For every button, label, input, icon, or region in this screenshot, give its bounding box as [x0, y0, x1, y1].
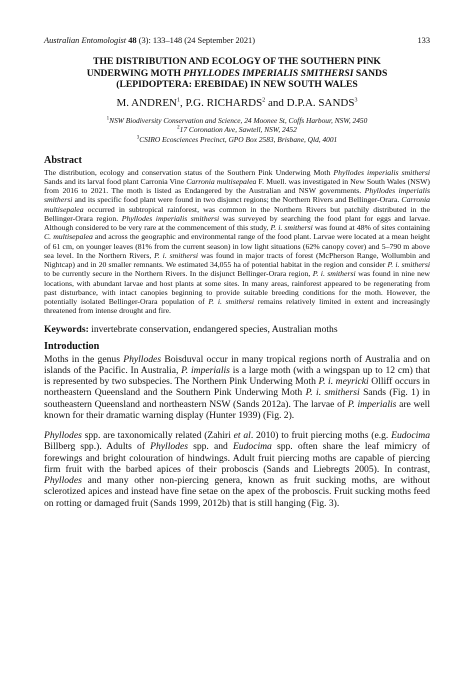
text-run: The distribution, ecology and conservation status of the Southern Pink Underwing Moth: [44, 167, 334, 177]
italic-term: Carronia multisepalea: [186, 176, 257, 186]
journal-name: Australian Entomologist: [44, 36, 127, 45]
text-run: F. Muell. was investigated in New South Wales (NSW) from 2016 to 2021. The moth is listed as Endangered by the Australian and NSW governments.: [44, 176, 430, 196]
text-run: was found at 48% of sites containing: [312, 223, 430, 233]
italic-term: Phyllodes imperialis smithersi: [44, 186, 430, 205]
title-line-3: (LEPIDOPTERA: EREBIDAE) IN NEW SOUTH WALES: [116, 79, 358, 91]
italic-term: P. imperialis: [347, 398, 397, 410]
text-run: to be currently secure in the Northern Rivers. In the disjunct Bellinger-Orara region,: [44, 269, 313, 279]
text-run: Moths in the genus: [44, 353, 124, 365]
author-name: D.P.A. SANDS: [286, 96, 355, 109]
italic-term: Carronia multisepalea: [44, 195, 430, 214]
text-run: Billberg spp.). Adults of: [44, 441, 151, 453]
text-run: Sands and its larval food plant Carronia Vine: [44, 176, 187, 186]
author-name: M. ANDREN: [116, 96, 178, 109]
running-header: [44, 36, 430, 46]
title-line-1: THE DISTRIBUTION AND ECOLOGY OF THE SOUTHERN PINK: [93, 56, 381, 67]
text-run: and across the geographic and environmental range of the food plant. Larvae were located at a mean height of 61 cm, on younger leaves (81% from the current season) in low light situations (62% canopy cover) and 5–790 m above sea level. In the Northern Rivers,: [44, 232, 431, 260]
introduction-body: [44, 354, 430, 509]
affiliations: [44, 116, 430, 145]
author-separator: ,: [180, 96, 186, 109]
journal-citation: [44, 36, 255, 46]
page-number: 133: [417, 36, 430, 45]
italic-term: Eudocima: [391, 430, 430, 442]
text-run: occurred in subtropical rainforest, was common in the Northern Rivers but patchily distributed in the Bellinger-Orara region.: [44, 204, 430, 223]
text-run: spp. often share the leaf mimicry of forewings and bright colouration of hindwings. Adult fruit piercing moths are capable of piercing firm fruit with the barbed apices of their proboscis (Sands and Liebregts 2005). In contrast,: [44, 441, 430, 475]
italic-term: P. imperialis: [181, 364, 230, 376]
italic-term: P. i. smithersi: [270, 223, 313, 233]
text-run: is a large moth (with a wingspan up to 12 cm) that is represented by two subspecies. The Northern Pink Underwing Moth: [44, 364, 430, 388]
title-line-2-post: SANDS: [353, 67, 388, 79]
italic-term: P. i. smithersi: [305, 387, 360, 399]
italic-term: P. i. smithersi: [154, 250, 199, 260]
text-run: and many other non-piercing genera, known as fruit sucking moths, are without sclerotized apices and instead have fine setae on the apex of the proboscis. Fruit sucking moths feed on rotting or damaged fruit (Sands 1999, 2012b) that is still hanging (Fig. 3).: [44, 475, 430, 509]
text-run: Sands (Fig. 1) in southeastern Queensland and northeastern NSW (Sands 2012a). The larvae of: [44, 387, 431, 410]
title-line-2: [44, 68, 430, 80]
italic-term: Phyllodes: [123, 353, 162, 365]
italic-term: P. i. meyricki: [318, 376, 369, 388]
author-name: P.G. RICHARDS: [185, 96, 263, 109]
abstract-text: [44, 168, 430, 316]
text-run: remains relatively limited in extent and increasingly threatened from intense drought and fire.: [44, 297, 430, 316]
text-run: . 2010) to fruit piercing moths (e.g.: [250, 430, 392, 442]
affiliation-text: CSIRO Ecosciences Precinct, GPO Box 2583, Brisbane, Qld, 4001: [139, 134, 338, 144]
author-affiliation-mark: 1: [177, 97, 181, 104]
italic-term: et al: [233, 430, 251, 442]
text-run: was found in nine new locations, with abundant larvae and host plants at some sites. In many areas, rainforest appeared to be regenerating from past disturbance, with intact canopies beginning to provide suitable breeding conditions for the moth. However, the potentially isolated Bellinger-Orara population of: [44, 269, 430, 307]
text-run: was found in major tracts of forest (McPherson Range, Wollumbin and Nightcap) and in 20 smaller remnants. We estimated 34,055 ha of potential habitat in the region and consider: [44, 250, 430, 270]
italic-term: Phyllodes: [44, 430, 82, 442]
italic-term: P. i. smithersi: [312, 269, 356, 279]
text-run: and its specific food plant were found in two disjunct regions; the Northern Rivers and Bellinger-Orara.: [72, 195, 402, 205]
text-run: Olliff occurs in northeastern Queensland and the Southern Pink Underwing Moth: [44, 376, 430, 399]
body-paragraph: [44, 354, 430, 422]
affiliation-line: [44, 116, 430, 126]
volume-issue: (3): 133–148 (24 September 2021): [136, 36, 256, 45]
abstract-heading: Abstract: [44, 154, 82, 166]
text-run: Boisduval occur in many tropical regions north of Australia and on islands of the Pacific. In Australia,: [44, 353, 430, 376]
author-list: [44, 97, 430, 110]
text-run: spp. and: [187, 441, 233, 453]
italic-term: Phyllodes imperialis smithersi: [333, 167, 430, 177]
text-run: was surveyed by searching the food plant for eggs and larvae. Although considered to be very rare at the commencement of this study,: [44, 213, 431, 233]
italic-term: Eudocima: [232, 441, 272, 453]
italic-term: P. i. smithersi: [387, 260, 430, 270]
text-run: spp. are taxonomically related (Zahiri: [81, 430, 234, 442]
keywords-label: Keywords:: [44, 323, 89, 335]
title-species-name: PHYLLODES IMPERIALIS SMITHERSI: [183, 67, 354, 79]
italic-term: Phyllodes imperialis smithersi: [121, 213, 220, 223]
keywords: [44, 324, 430, 335]
affiliation-mark: 1: [106, 116, 110, 122]
affiliation-text: 17 Coronation Ave, Sawtell, NSW, 2452: [179, 125, 297, 135]
italic-term: P. i. smithersi: [208, 297, 255, 307]
introduction-heading: Introduction: [44, 340, 100, 352]
title-line-2-pre: UNDERWING MOTH: [86, 67, 184, 79]
italic-term: Phyllodes: [44, 475, 82, 487]
italic-term: C. multisepalea: [44, 232, 93, 242]
affiliation-mark: 3: [136, 135, 140, 141]
affiliation-text: NSW Biodiversity Conservation and Science, 24 Moonee St, Coffs Harbour, NSW, 2450: [109, 115, 368, 125]
author-affiliation-mark: 3: [354, 97, 358, 104]
italic-term: Phyllodes: [150, 441, 188, 453]
affiliation-mark: 2: [177, 125, 180, 131]
article-title: [44, 56, 430, 91]
body-paragraph: [44, 430, 430, 509]
keywords-text: invertebrate conservation, endangered species, Australian moths: [88, 323, 338, 335]
author-affiliation-mark: 2: [262, 97, 266, 104]
affiliation-line: [44, 135, 430, 145]
volume-number: 48: [128, 36, 137, 45]
text-run: are well known for their dramatic warning display (Hunter 1939) (Fig. 2).: [44, 398, 430, 421]
affiliation-line: [44, 125, 430, 135]
author-separator: and: [265, 96, 287, 109]
